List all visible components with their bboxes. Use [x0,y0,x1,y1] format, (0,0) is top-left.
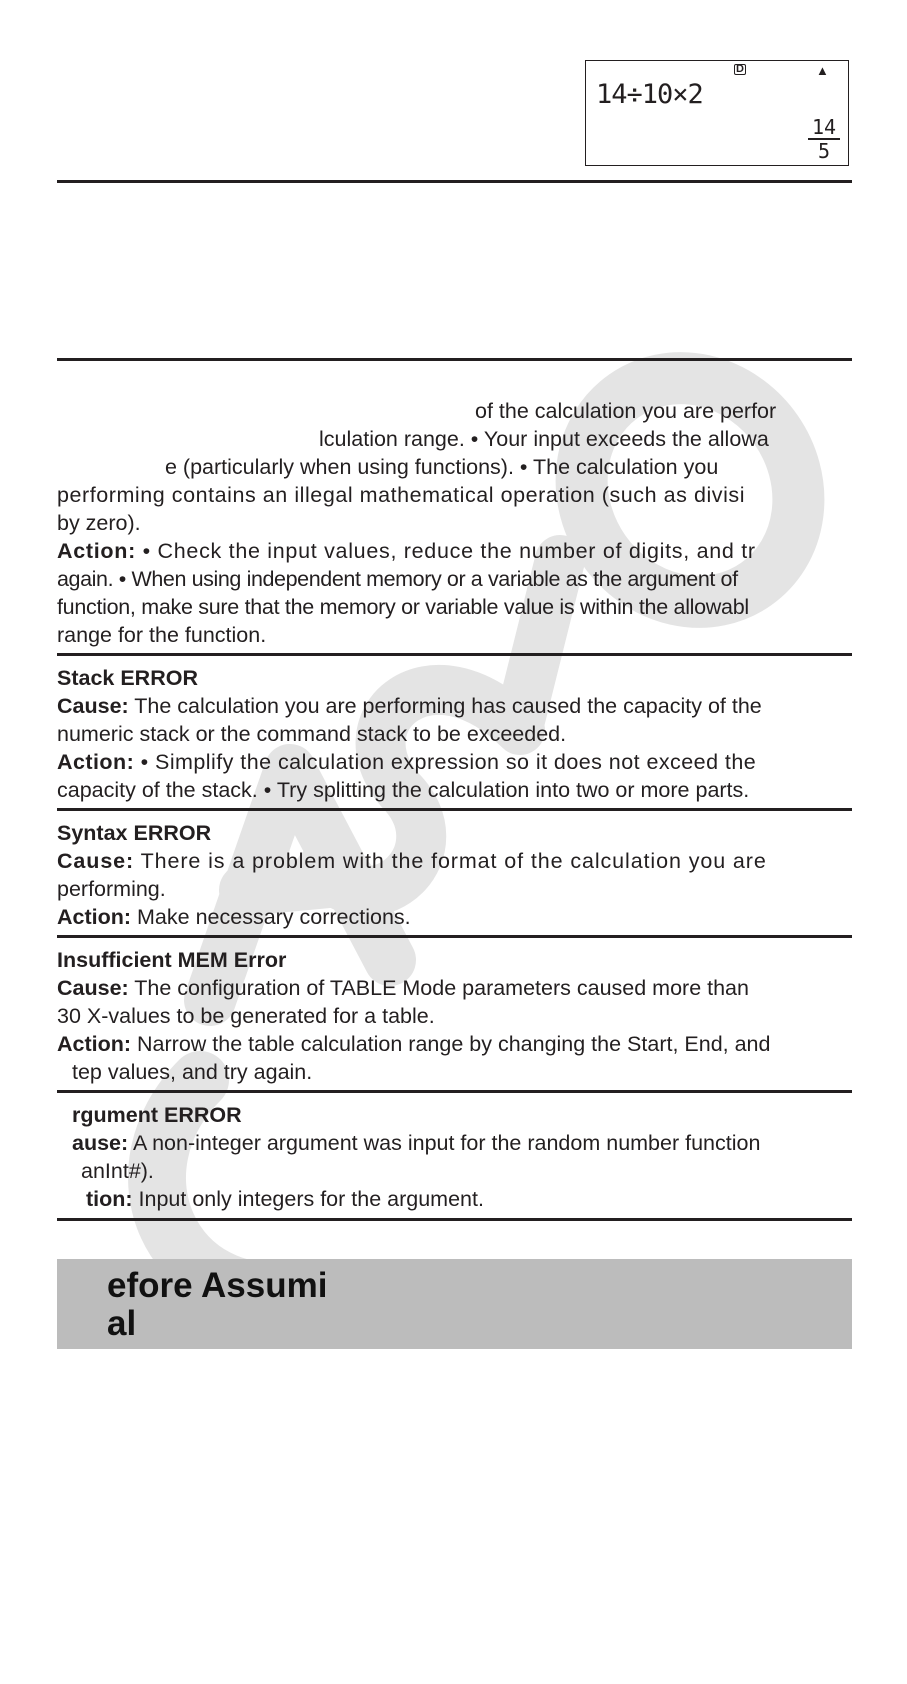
display-expression: 14÷10×2 [596,79,703,110]
scroll-up-indicator-icon: ▲ [816,63,829,78]
section-banner-title: efore Assumi al [107,1266,328,1343]
calculator-display [585,60,849,166]
syntax-error-heading: Syntax ERROR [57,821,212,845]
syntax-error-cause: performing. [57,877,166,901]
stack-error-section [57,664,852,804]
math-error-action-line: function, make sure that the memory or variable value is within the allowabl [57,595,749,619]
divider [57,808,852,811]
math-error-line: lculation range. • Your input exceeds the allowa [319,427,769,451]
result-numerator: 14 [808,117,840,140]
math-error-section [57,397,852,649]
math-error-action-line: Action: • Check the input values, reduce the number of digits, and tr [57,539,756,563]
insufficient-mem-error-action: Action: Narrow the table calculation range by changing the Start, End, and [57,1032,771,1056]
stack-error-heading: Stack ERROR [57,666,198,690]
action-label: Action: [57,539,136,563]
math-error-line: e (particularly when using functions). • The calculation you [165,455,719,479]
syntax-error-section [57,819,852,931]
stack-error-cause: Cause: The calculation you are performing has caused the capacity of the [57,694,762,718]
decimal-indicator-icon: D [736,63,744,75]
insufficient-mem-error-cause: Cause: The configuration of TABLE Mode parameters caused more than [57,976,749,1000]
result-denominator: 5 [817,139,831,163]
stack-error-action: Action: • Simplify the calculation expression so it does not exceed the [57,750,757,774]
math-error-line: performing contains an illegal mathematical operation (such as divisi [57,483,746,507]
math-error-action-line: range for the function. [57,623,267,647]
syntax-error-cause: Cause: There is a problem with the format of the calculation you are [57,849,767,873]
math-error-line: of the calculation you are perfor [475,399,777,423]
insufficient-mem-error-section [57,946,852,1086]
argument-error-section [57,1101,852,1213]
syntax-error-action: Action: Make necessary corrections. [57,905,411,929]
section-banner [57,1259,852,1349]
insufficient-mem-error-heading: Insufficient MEM Error [57,948,287,972]
math-error-line: by zero). [57,511,141,535]
divider [57,653,852,656]
math-error-action-line: again. • When using independent memory or a variable as the argument of [57,567,738,591]
stack-error-cause: numeric stack or the command stack to be exceeded. [57,722,567,746]
insufficient-mem-error-action: tep values, and try again. [72,1060,313,1084]
divider [57,935,852,938]
divider [57,180,852,183]
stack-error-action: capacity of the stack. • Try splitting the calculation into two or more parts. [57,778,750,802]
argument-error-heading: rgument ERROR [72,1103,242,1127]
divider [57,358,852,361]
display-result-fraction [808,117,840,161]
argument-error-action: tion: Input only integers for the argument. [86,1187,484,1211]
argument-error-cause: ause: A non-integer argument was input for the random number function [72,1131,761,1155]
insufficient-mem-error-cause: 30 X-values to be generated for a table. [57,1004,435,1028]
divider [57,1090,852,1093]
divider [57,1218,852,1221]
argument-error-cause: anInt#). [81,1159,154,1183]
